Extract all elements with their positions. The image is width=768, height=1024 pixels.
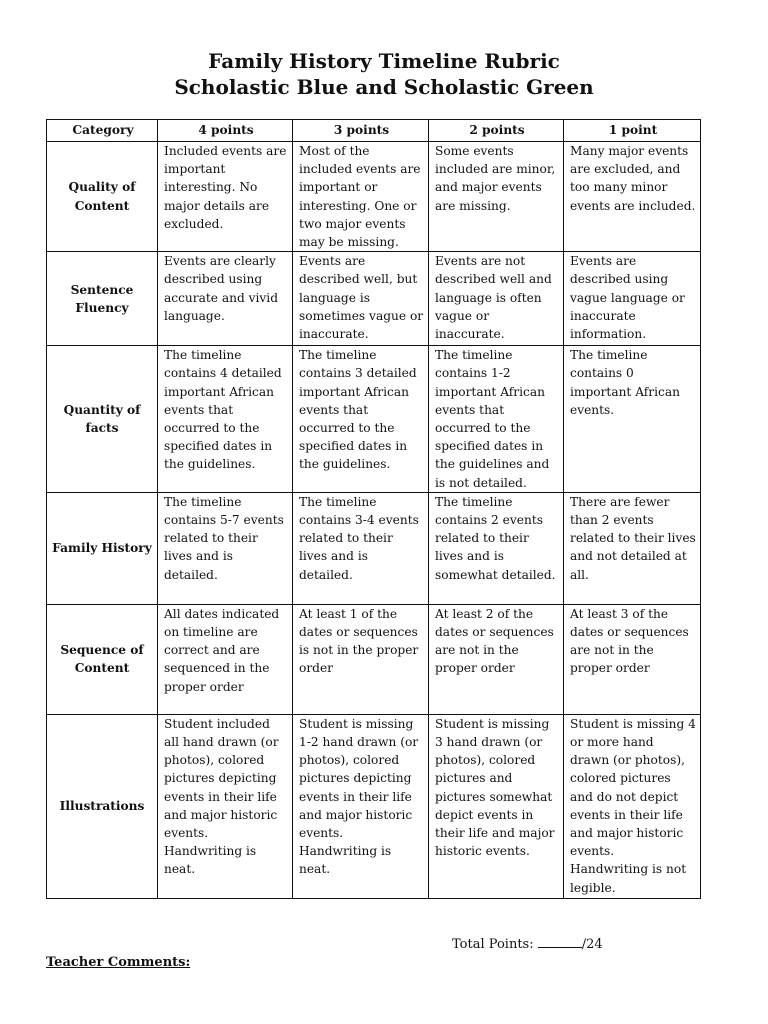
row-category: Quality of Content bbox=[47, 142, 158, 252]
header-3-points: 3 points bbox=[293, 120, 429, 142]
table-row bbox=[47, 492, 701, 604]
cell-2-points: Some events included are minor, and major events are missing. bbox=[429, 142, 564, 252]
cell-4-points: Events are clearly described using accurate and vivid language. bbox=[158, 252, 293, 346]
table-row bbox=[47, 604, 701, 714]
cell-3-points: Events are described well, but language is sometimes vague or inaccurate. bbox=[293, 252, 429, 346]
cell-4-points: All dates indicated on timeline are correct and are sequenced in the proper order bbox=[158, 604, 293, 714]
cell-2-points: Events are not described well and language is often vague or inaccurate. bbox=[429, 252, 564, 346]
cell-4-points: The timeline contains 4 detailed important African events that occurred to the specified dates in the guidelines. bbox=[158, 346, 293, 493]
row-category: Sentence Fluency bbox=[47, 252, 158, 346]
cell-3-points: The timeline contains 3-4 events related to their lives and is detailed. bbox=[293, 492, 429, 604]
table-row bbox=[47, 346, 701, 493]
cell-4-points: Student included all hand drawn (or photos), colored pictures depicting events in their life and major historic events. Handwriting is neat. bbox=[158, 714, 293, 898]
cell-1-point: There are fewer than 2 events related to their lives and not detailed at all. bbox=[564, 492, 701, 604]
cell-1-point: Many major events are excluded, and too many minor events are included. bbox=[564, 142, 701, 252]
cell-3-points: The timeline contains 3 detailed important African events that occurred to the specified dates in the guidelines. bbox=[293, 346, 429, 493]
cell-2-points: Student is missing 3 hand drawn (or photos), colored pictures and pictures somewhat depict events in their life and major historic events. bbox=[429, 714, 564, 898]
table-row bbox=[47, 714, 701, 898]
cell-1-point: Student is missing 4 or more hand drawn (or photos), colored pictures and do not depict events in their life and major historic events. Handwriting is not legible. bbox=[564, 714, 701, 898]
teacher-comments-label: Teacher Comments: bbox=[46, 955, 191, 970]
header-row bbox=[47, 120, 701, 142]
header-4-points: 4 points bbox=[158, 120, 293, 142]
cell-2-points: At least 2 of the dates or sequences are not in the proper order bbox=[429, 604, 564, 714]
row-category: Illustrations bbox=[47, 714, 158, 898]
cell-4-points: Included events are important interesting. No major details are excluded. bbox=[158, 142, 293, 252]
title-line-1: Family History Timeline Rubric bbox=[208, 49, 560, 73]
header-2-points: 2 points bbox=[429, 120, 564, 142]
cell-3-points: Student is missing 1-2 hand drawn (or photos), colored pictures depicting events in their life and major historic events. Handwriting is neat. bbox=[293, 714, 429, 898]
document-title bbox=[0, 48, 768, 100]
cell-3-points: Most of the included events are important or interesting. One or two major events may be missing. bbox=[293, 142, 429, 252]
header-category: Category bbox=[47, 120, 158, 142]
cell-1-point: At least 3 of the dates or sequences are not in the proper order bbox=[564, 604, 701, 714]
cell-4-points: The timeline contains 5-7 events related to their lives and is detailed. bbox=[158, 492, 293, 604]
total-points-label: Total Points: bbox=[452, 937, 534, 952]
rubric-table bbox=[46, 119, 701, 899]
table-row bbox=[47, 142, 701, 252]
cell-1-point: Events are described using vague language or inaccurate information. bbox=[564, 252, 701, 346]
title-line-2: Scholastic Blue and Scholastic Green bbox=[174, 75, 594, 99]
cell-1-point: The timeline contains 0 important African events. bbox=[564, 346, 701, 493]
table-row bbox=[47, 252, 701, 346]
total-points-blank bbox=[538, 935, 582, 948]
row-category: Sequence of Content bbox=[47, 604, 158, 714]
cell-2-points: The timeline contains 1-2 important African events that occurred to the specified dates in the guidelines and is not detailed. bbox=[429, 346, 564, 493]
total-points-suffix: /24 bbox=[581, 937, 603, 952]
total-points bbox=[452, 935, 603, 952]
header-1-point: 1 point bbox=[564, 120, 701, 142]
cell-3-points: At least 1 of the dates or sequences is not in the proper order bbox=[293, 604, 429, 714]
cell-2-points: The timeline contains 2 events related to their lives and is somewhat detailed. bbox=[429, 492, 564, 604]
row-category: Family History bbox=[47, 492, 158, 604]
row-category: Quantity of facts bbox=[47, 346, 158, 493]
